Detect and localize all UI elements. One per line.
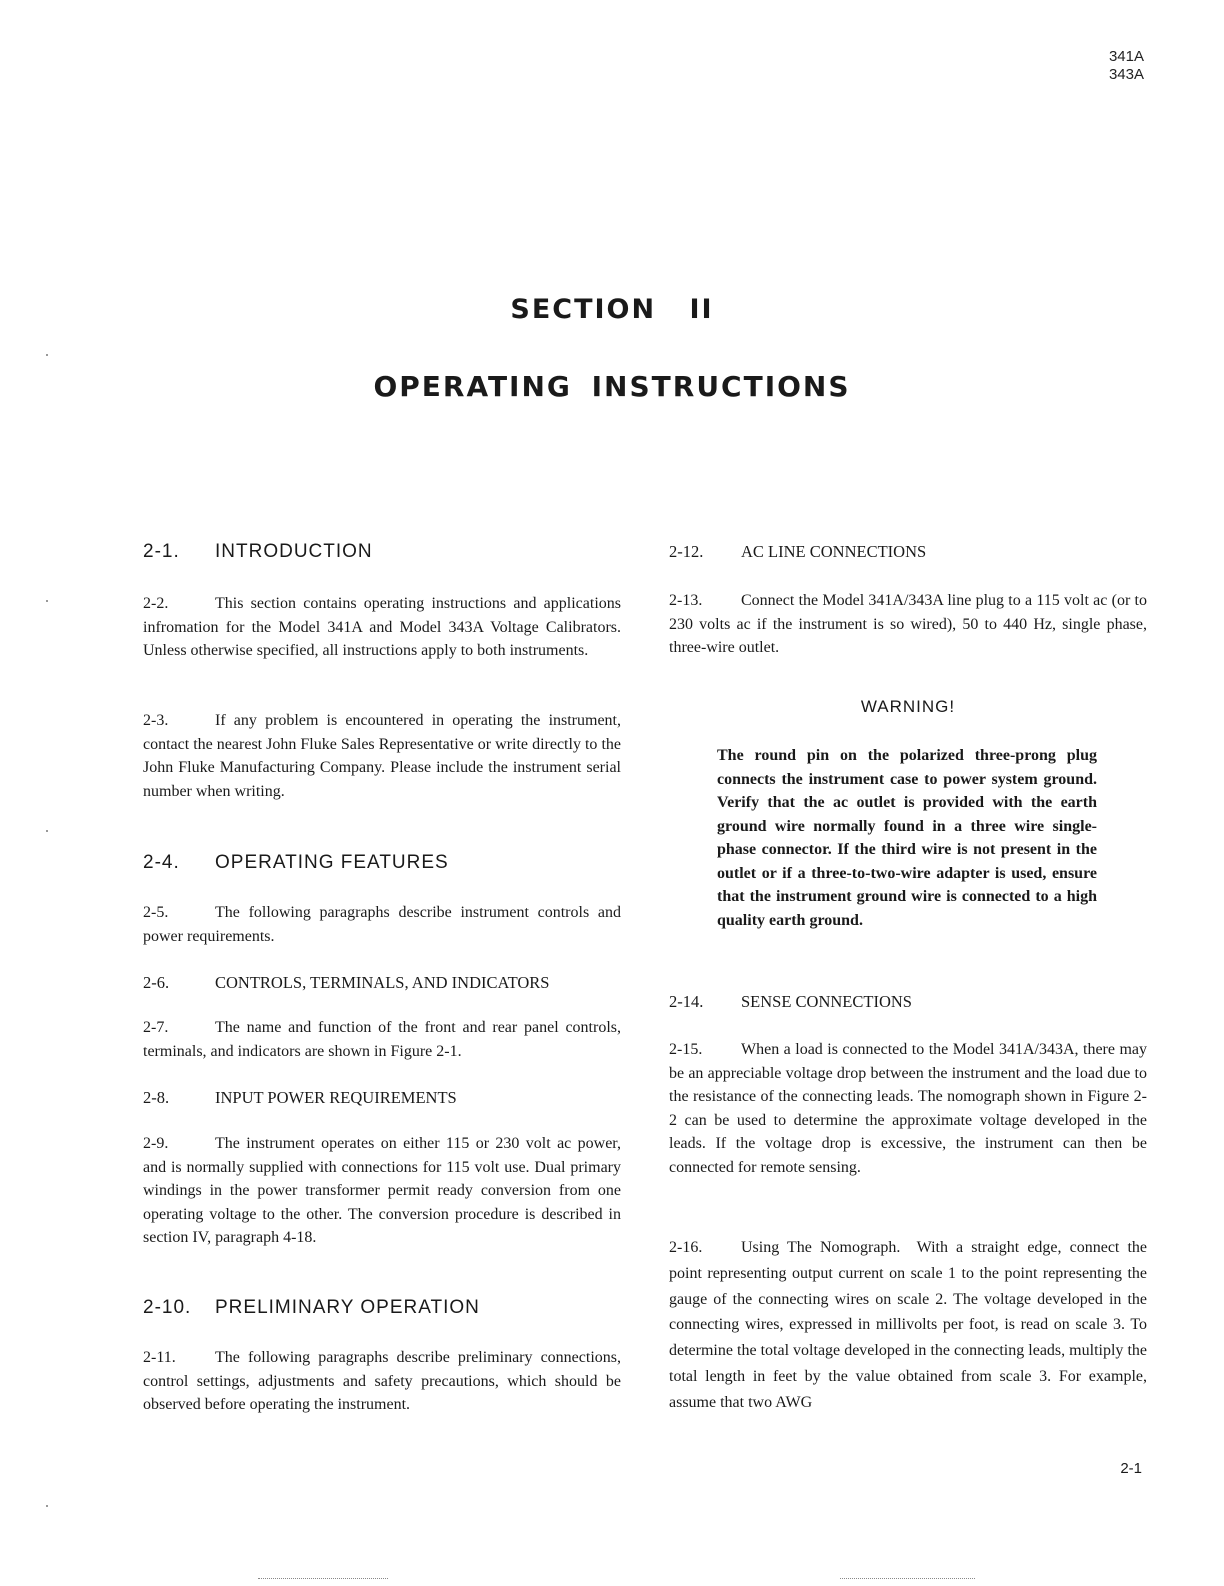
- heading-2-10: [143, 1296, 621, 1320]
- warning-body: The round pin on the polarized three-prong plug connects the instrument case to power system ground. Verify that the ac outlet is provided with the earth ground wire normally found in a three wire single-phase connector. If the third wire is not present in the outlet or if a three-to-two-wire adapter is used, ensure that the instrument ground wire is connected to a high quality earth ground.: [717, 747, 1097, 929]
- model-number-341a: 341A: [1108, 48, 1144, 65]
- paragraph-number: 2-3.: [143, 712, 169, 729]
- heading-2-14: [669, 990, 1147, 1014]
- paragraph-2-3: [143, 709, 621, 803]
- paragraph-text: With a straight edge, connect the point representing output current on scale 1 to the point representing the gauge of the connecting wires on scale 2. The voltage developed in the connecting wires, expressed in millivolts per foot, is read on scale 3. To determine the total voltage developed in the connecting leads, multiply the total length in feet by the value obtained from scale 3. For example, assume that two AWG: [669, 1239, 1147, 1411]
- heading-2-12: [669, 540, 1147, 564]
- heading-2-4: [143, 851, 621, 875]
- page-number: 2-1: [1120, 1460, 1142, 1477]
- scan-artifact-mark: [46, 600, 48, 602]
- heading-text: CONTROLS, TERMINALS, AND INDICATORS: [215, 973, 550, 992]
- paragraph-2-11: [143, 1346, 621, 1417]
- heading-number: 2-4.: [143, 852, 180, 873]
- paragraph-text: The following paragraphs describe preliminary connections, control settings, adjustments and safety precautions, which should be observed before operating the instrument.: [143, 1349, 621, 1413]
- paragraph-text: The instrument operates on either 115 or 230 volt ac power, and is normally supplied with connections for 115 volt use. Dual primary windings in the power transformer permit ready conversion from one operating voltage to the other. The conversion procedure is described in section IV, paragraph 4-18.: [143, 1135, 621, 1246]
- paragraph-text: The following paragraphs describe instrument controls and power requirements.: [143, 904, 621, 945]
- heading-text: PRELIMINARY OPERATION: [215, 1297, 480, 1318]
- paragraph-number: 2-7.: [143, 1019, 169, 1036]
- heading-2-6: [143, 971, 621, 995]
- heading-number: 2-10.: [143, 1297, 192, 1318]
- warning-title: WARNING!: [860, 697, 956, 716]
- scan-artifact-mark: [46, 354, 48, 356]
- paragraph-number: 2-2.: [143, 595, 169, 612]
- section-label: SECTION II: [510, 294, 714, 325]
- paragraph-text: When a load is connected to the Model 341A/343A, there may be an appreciable voltage drop between the instrument and the load due to the resistance of the connecting leads. The nomograph shown in Figure 2-2 can be used to determine the approximate voltage developed in the leads. If the voltage drop is excessive, the instrument can then be connected for remote sensing.: [669, 1041, 1147, 1176]
- heading-number: 2-8.: [143, 1088, 170, 1107]
- paragraph-2-13: [669, 589, 1147, 660]
- heading-text: SENSE CONNECTIONS: [741, 992, 912, 1011]
- heading-number: 2-1.: [143, 541, 180, 562]
- heading-text: OPERATING FEATURES: [215, 852, 449, 873]
- heading-text: INTRODUCTION: [215, 541, 373, 562]
- scan-artifact-dots: [258, 1578, 388, 1579]
- model-number-header: [1109, 48, 1144, 84]
- paragraph-text: If any problem is encountered in operating the instrument, contact the nearest John Fluke Sales Representative or write directly to the John Fluke Manufacturing Company. Please include the instrument serial number when writing.: [143, 712, 621, 800]
- heading-text: INPUT POWER REQUIREMENTS: [215, 1088, 457, 1107]
- paragraph-text: This section contains operating instructions and applications infromation for the Model 341A and Model 343A Voltage Calibrators. Unless otherwise specified, all instructions apply to both instruments.: [143, 595, 621, 659]
- paragraph-number: 2-16.: [669, 1239, 703, 1256]
- paragraph-number: 2-5.: [143, 904, 169, 921]
- heading-number: 2-14.: [669, 992, 704, 1011]
- paragraph-text: The name and function of the front and rear panel controls, terminals, and indicators are shown in Figure 2-1.: [143, 1019, 621, 1060]
- scan-artifact-dots: [840, 1578, 975, 1579]
- paragraph-number: 2-15.: [669, 1041, 703, 1058]
- paragraph-2-16: [669, 1235, 1147, 1416]
- heading-text: AC LINE CONNECTIONS: [741, 542, 927, 561]
- paragraph-2-5: [143, 901, 621, 948]
- paragraph-2-15: [669, 1038, 1147, 1179]
- heading-number: 2-6.: [143, 973, 170, 992]
- paragraph-2-9: [143, 1132, 621, 1250]
- paragraph-lead-in: Using The Nomograph.: [741, 1239, 901, 1256]
- paragraph-2-2: [143, 592, 621, 663]
- paragraph-number: 2-11.: [143, 1349, 176, 1366]
- paragraph-number: 2-9.: [143, 1135, 169, 1152]
- scan-artifact-mark: [46, 1505, 48, 1507]
- heading-2-8: [143, 1086, 621, 1110]
- paragraph-text: Connect the Model 341A/343A line plug to a 115 volt ac (or to 230 volts ac if the instrument is so wired), 50 to 440 Hz, single phase, three-wire outlet.: [669, 592, 1147, 656]
- heading-2-1: [143, 540, 621, 564]
- heading-number: 2-12.: [669, 542, 704, 561]
- section-title: OPERATING INSTRUCTIONS: [373, 370, 851, 403]
- scan-artifact-mark: [46, 830, 48, 832]
- paragraph-number: 2-13.: [669, 592, 703, 609]
- model-number-343a: 343A: [1108, 66, 1144, 83]
- paragraph-2-7: [143, 1016, 621, 1063]
